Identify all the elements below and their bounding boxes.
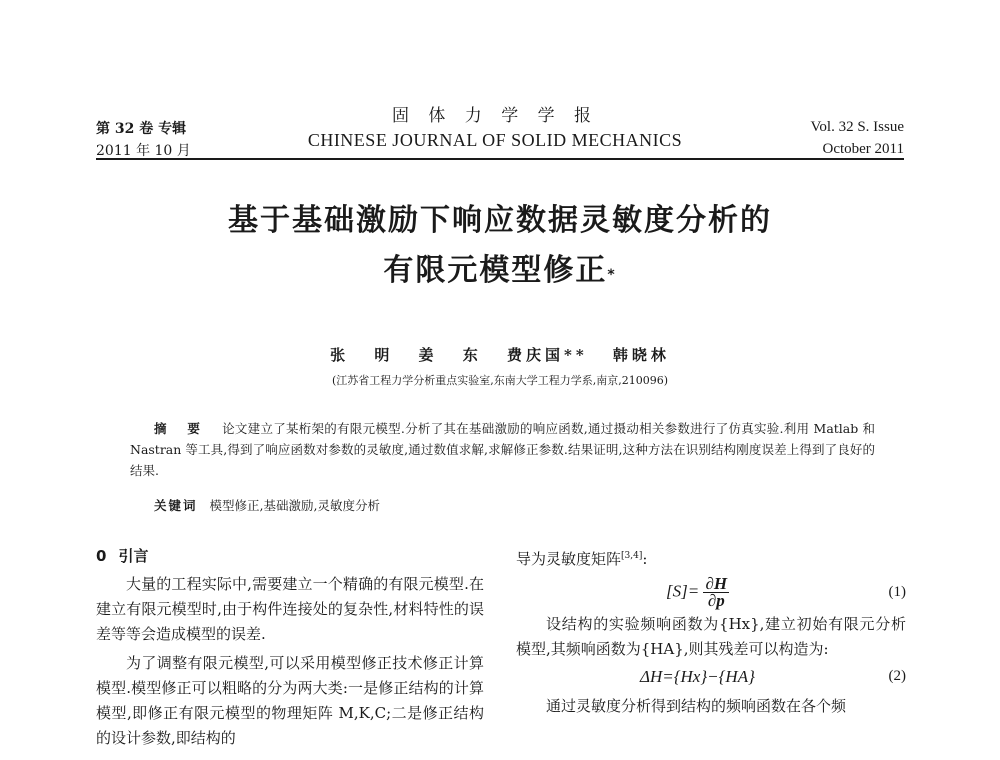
continued-colon: : — [642, 550, 648, 568]
title-footnote-mark: * — [607, 267, 617, 283]
date-en: October 2011 — [822, 141, 904, 157]
fraction-numerator: ∂H — [705, 574, 728, 593]
volume-en: Vol. 32 S. Issue — [810, 119, 904, 135]
continued-text: 导为灵敏度矩阵 — [516, 550, 622, 568]
title-line-1: 基于基础激励下响应数据灵敏度分析的 — [228, 203, 772, 238]
paragraph-sensitivity: 通过灵敏度分析得到结构的频响函数在各个频 — [546, 697, 847, 715]
equation-1-body — [666, 576, 729, 609]
paper-title — [100, 196, 900, 296]
equation-1-lhs: [S]= — [666, 581, 700, 601]
equation-1-fraction — [703, 576, 729, 609]
fraction-denominator: ∂p — [707, 591, 725, 610]
keywords — [154, 496, 380, 514]
journal-name-en: CHINESE JOURNAL OF SOLID MECHANICS — [307, 130, 683, 150]
paragraph-1: 大量的工程实际中,需要建立一个精确的有限元模型.在建立有限元模型时,由于构件连接处的复杂性,材料特性的误差等等会造成模型的误差. — [96, 575, 484, 643]
header-rule — [96, 158, 904, 160]
volume-cn: 第 32 卷 专辑 — [96, 121, 187, 137]
header-volume-block — [96, 118, 191, 162]
right-column — [516, 544, 906, 719]
equation-1-number: (1) — [888, 584, 906, 600]
keywords-label: 关键词 — [154, 498, 198, 513]
abstract-label: 摘 要 — [154, 421, 209, 436]
section-heading — [96, 544, 484, 569]
paragraph-2: 为了调整有限元模型,可以采用模型修正技术修正计算模型.模型修正可以粗略的分为两大类:一是修正结构的计算模型,即修正有限元模型的物理矩阵 M,K,C;二是修正结构的设计参数,即结构的 — [96, 654, 484, 747]
header-journal-block — [280, 104, 710, 152]
left-column — [96, 544, 484, 755]
paragraph-continued — [516, 544, 906, 572]
journal-name-cn: 固 体 力 学 学 报 — [391, 106, 599, 126]
abstract — [130, 418, 875, 481]
title-line-2-text: 有限元模型修正 — [383, 253, 608, 288]
equation-2-number: (2) — [888, 668, 906, 684]
section-number: 0 — [96, 547, 107, 565]
header-issue-block — [811, 116, 905, 160]
equation-1 — [516, 572, 906, 612]
section-title: 引言 — [118, 547, 149, 565]
title-line-2 — [100, 246, 900, 296]
equation-2-body: ΔH={Hx}−{HA} — [640, 667, 755, 686]
affiliation: (江苏省工程力学分析重点实验室,东南大学工程力学系,南京,210096) — [331, 374, 669, 387]
citation: [3,4] — [621, 551, 643, 561]
keywords-text: 模型修正,基础激励,灵敏度分析 — [209, 498, 380, 513]
abstract-text: 论文建立了某桁架的有限元模型.分析了其在基础激励的响应函数,通过摄动相关参数进行了仿真实验.利用 Matlab 和 Nastran 等工具,得到了响应函数对参数的灵敏度,通过数值求解,求解修正参数.结果证明,这种方法在识别结构刚度误差上得到了良好的结果. — [130, 421, 875, 478]
date-cn: 2011 年 10 月 — [96, 143, 191, 159]
equation-2 — [516, 662, 906, 694]
paragraph-residual: 设结构的实验频响函数为{Hx},建立初始有限元分析模型,其频响函数为{HA},则其残差可以构造为: — [516, 615, 906, 658]
author-list: 张 明 姜 东 费庆国** 韩晓林 — [330, 346, 670, 364]
